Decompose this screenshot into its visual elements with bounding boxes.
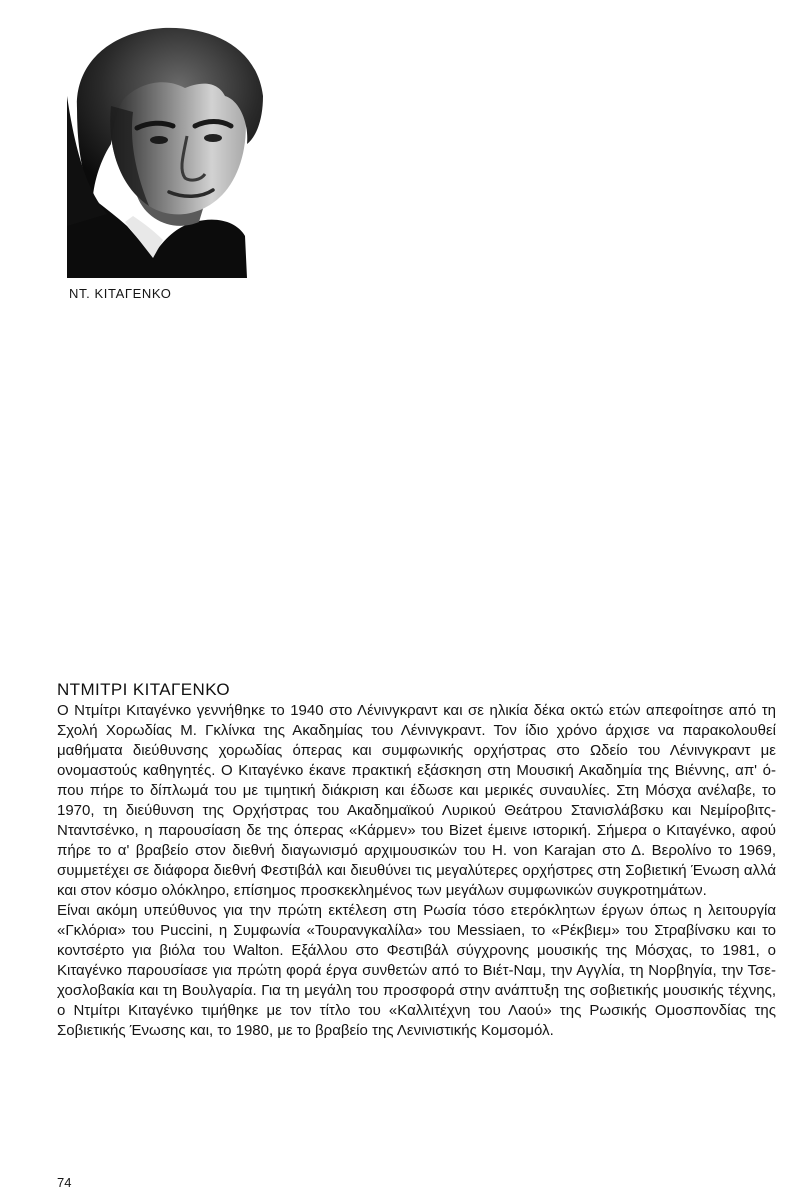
article-heading: ΝΤΜΙΤΡΙ ΚΙΤΑΓΕΝΚΟ (57, 680, 231, 699)
page-number: 74 (57, 1175, 72, 1190)
article (57, 680, 776, 1041)
photo-caption: ΝΤ. ΚΙΤΑΓΕΝΚΟ (69, 286, 172, 301)
portrait-photo-image (67, 26, 264, 278)
article-paragraph: Είναι ακόμη υπεύθυνος για την πρώτη εκτέλεση στη Ρωσία τόσο ετερόκλητων έργων όπως η λειτουργία «Γκλόρια» του Puccini, η Συμφωνία «Τουρανγκαλίλα» του Messiaen, το «Ρέκβιεμ» του Στραβίνσκυ και το κοντσέρτο για βιόλα του Walton. Εξάλλου στο Φεστιβάλ σύγχρονης μουσικής της Μόσχας, το 1981, ο Κιταγένκο παρουσίασε για πρώτη φορά έργα συνθετών από το Βιέτ-Ναμ, την Αγγλία, τη Νορβηγία, την Τσεχοσλοβακία και τη Βουλγαρία. Για τη μεγάλη του προσφορά στην ανάπτυξη της σοβιετικής μουσικής τέχνης, ο Ντμίτρι Κιταγένκο τιμήθηκε με τον τίτλο του «Καλλιτέχνη του Λαού» της Ρωσικής Ομοσπονδίας της Σοβιετικής Ένωσης και, το 1980, με το βραβείο της Λενινιστικής Κομσομόλ. (57, 902, 776, 1039)
portrait-photo (67, 26, 264, 278)
article-paragraph: Ο Ντμίτρι Κιταγένκο γεννήθηκε το 1940 στο Λένινγκραντ και σε ηλικία δέκα οκτώ ετών απεφοίτησε από τη Σχολή Χορωδίας Μ. Γκλίνκα της Ακαδημίας του Λένινγκραντ. Τον ίδιο χρόνο άρχισε να παρακολουθεί μαθήματα διεύθυνσης χορωδίας όπερας και συμφωνικής ορχήστρας στο Ωδείο του Λένινγκραντ με ονομαστούς καθηγητές. Ο Κιταγένκο έκανε πρακτική εξάσκηση στη Μουσική Ακαδημία της Βιέννης, απ' όπου πήρε το δίπλωμά του με τιμητική διάκριση και έδωσε και μερικές συναυλίες. Στη Μόσχα ανέλαβε, το 1970, τη διεύθυνση της Ορχήστρας του Ακαδημαϊκού Λυρικού Θεάτρου Στανισλάβσκυ και Νεμίροβιτς-Νταντσένκο, η παρουσίαση δε της όπερας «Κάρμεν» του Bizet έμεινε ιστορική. Σήμερα ο Κιταγένκο, αφού πήρε το α' βραβείο στον διεθνή διαγωνισμό αρχιμουσικών του H. von Karajan στο Δ. Βερολίνο το 1969, συμμετέχει σε διάφορα διεθνή Φεστιβάλ και διευθύνει τις μεγαλύτερες ορχήστρες στη Σοβιετική Ένωση αλλά και στον κόσμο ολόκληρο, επίσημος προσκεκλημένος των μεγάλων συμφωνικών συγκροτημάτων. (57, 702, 776, 899)
